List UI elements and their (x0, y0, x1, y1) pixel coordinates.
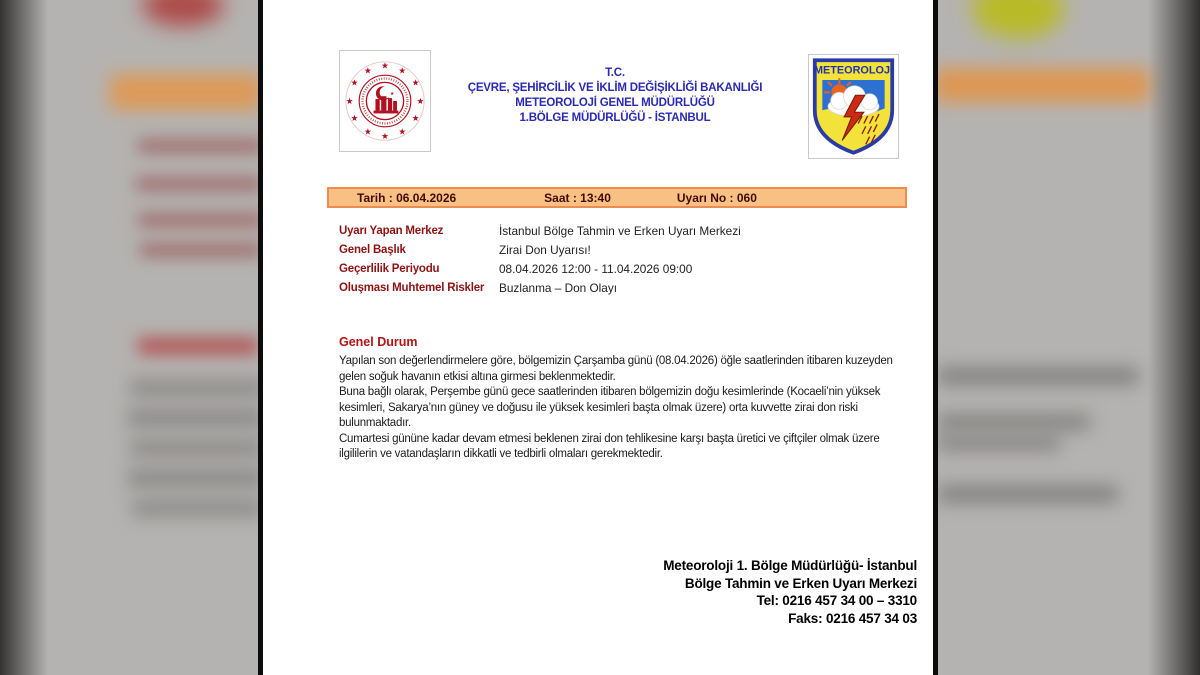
situation-paragraph-1: Yapılan son değerlendirmelere göre, bölgemizin Çarşamba günü (08.04.2026) öğle saatlerinden itibaren kuzeyden gelen soğuk havanın etkisi altına girmesi beklenmektedir. (339, 355, 893, 383)
field-label: Uyarı Yapan Merkez (339, 224, 444, 237)
field-value: 08.04.2026 12:00 - 11.04.2026 09:00 (499, 261, 693, 276)
footer-office-line: Meteoroloji 1. Bölge Müdürlüğü- İstanbul (663, 558, 917, 573)
svg-text:★: ★ (411, 114, 420, 125)
backdrop-blob-text-line (938, 415, 1090, 429)
backdrop-blob-red-heading (138, 338, 258, 354)
svg-text:★: ★ (416, 96, 425, 107)
meteoroloji-shield-icon (808, 54, 899, 159)
field-label: Genel Başlık (339, 243, 406, 256)
svg-text:★: ★ (345, 96, 354, 107)
title-line-mgm: METEOROLOJİ GENEL MÜDÜRLÜĞÜ (515, 97, 715, 109)
field-row-validity-period (339, 259, 899, 278)
svg-text:★: ★ (398, 66, 407, 77)
backdrop-blob-text-line (140, 244, 262, 256)
svg-text:★: ★ (398, 127, 407, 138)
title-line-ministry: ÇEVRE, ŞEHİRCİLİK VE İKLİM DEĞİŞİKLİĞİ BAKANLIĞI (467, 82, 763, 94)
backdrop-blob-orange-bar-right (934, 68, 1150, 102)
info-bar-time: Saat : 13:40 (544, 190, 611, 205)
field-value: İstanbul Bölge Tahmin ve Erken Uyarı Merkezi (499, 223, 741, 238)
info-bar (327, 187, 907, 208)
svg-text:★: ★ (411, 78, 420, 89)
footer-phone-line: Tel: 0216 457 34 00 – 3310 (756, 593, 917, 608)
situation-paragraph-2: Buna bağlı olarak, Perşembe günü gece saatlerinden itibaren bölgemizin doğu kesimlerinde (Kocaeli’nin yüksek kesimleri, Sakarya’nın güney ve doğusu ile yüksek kesimleri başta olmak üzere) orta kuvvette zirai don riski bulunmaktadır. (339, 386, 881, 429)
backdrop-blob-seal (142, 0, 224, 26)
field-row-possible-risks (339, 278, 899, 297)
general-situation-heading: Genel Durum (339, 335, 418, 349)
right-edge-vignette (1148, 0, 1200, 675)
warning-fields (339, 221, 899, 297)
field-value: Zirai Don Uyarısı! (499, 242, 591, 257)
svg-text:★: ★ (390, 91, 395, 97)
backdrop-blob-text-line (132, 500, 262, 516)
title-line-tc: T.C. (605, 67, 625, 79)
backdrop-blob-text-line (128, 470, 264, 486)
backdrop-blob-text-line (136, 178, 262, 190)
svg-text:★: ★ (350, 78, 359, 89)
backdrop-blob-text-line (130, 440, 264, 456)
backdrop-blob-text-line (938, 436, 1060, 450)
meteoroloji-logo-text: METEOROLOJİ (813, 64, 894, 77)
situation-paragraph-3: Cumartesi gününe kadar devam etmesi beklenen zirai don tehlikesine karşı başta üretici ve çiftçiler olmak üzere ilgililerin ve vatandaşların dikkatli ve tedbirli olmaları gerekmektedir. (339, 432, 880, 460)
footer-center-line: Bölge Tahmin ve Erken Uyarı Merkezi (684, 575, 917, 591)
svg-text:★: ★ (381, 132, 389, 143)
left-edge-vignette (0, 0, 48, 675)
backdrop-blob-text-line (138, 140, 264, 152)
field-label: Oluşması Muhtemel Riskler (339, 281, 485, 294)
document-footer (663, 557, 917, 627)
document-title (365, 66, 865, 126)
general-situation-section (339, 335, 917, 463)
backdrop-blob-text-line (130, 380, 264, 396)
field-row-issuing-center (339, 221, 899, 240)
svg-text:★: ★ (363, 127, 372, 138)
backdrop-blob-text-line (938, 486, 1118, 502)
backdrop-blob-text-line (138, 214, 264, 226)
field-row-general-title (339, 240, 899, 259)
backdrop-blob-orange-bar-left (110, 74, 262, 110)
field-value: Buzlanma – Don Olayı (499, 280, 618, 295)
field-label: Geçerlilik Periyodu (339, 262, 440, 275)
warning-document (258, 0, 938, 675)
footer-fax-line: Faks: 0216 457 34 03 (788, 610, 917, 626)
title-line-region: 1.BÖLGE MÜDÜRLÜĞÜ - İSTANBUL (519, 112, 711, 124)
info-bar-date: Tarih : 06.04.2026 (357, 190, 457, 205)
backdrop-blob-met-logo (972, 0, 1064, 38)
info-bar-warning-no: Uyarı No : 060 (676, 190, 757, 205)
svg-text:★: ★ (350, 114, 359, 125)
backdrop-blob-text-line (128, 410, 264, 426)
svg-text:★: ★ (363, 66, 372, 77)
svg-text:★: ★ (381, 61, 389, 72)
backdrop-blob-text-line (938, 368, 1138, 384)
